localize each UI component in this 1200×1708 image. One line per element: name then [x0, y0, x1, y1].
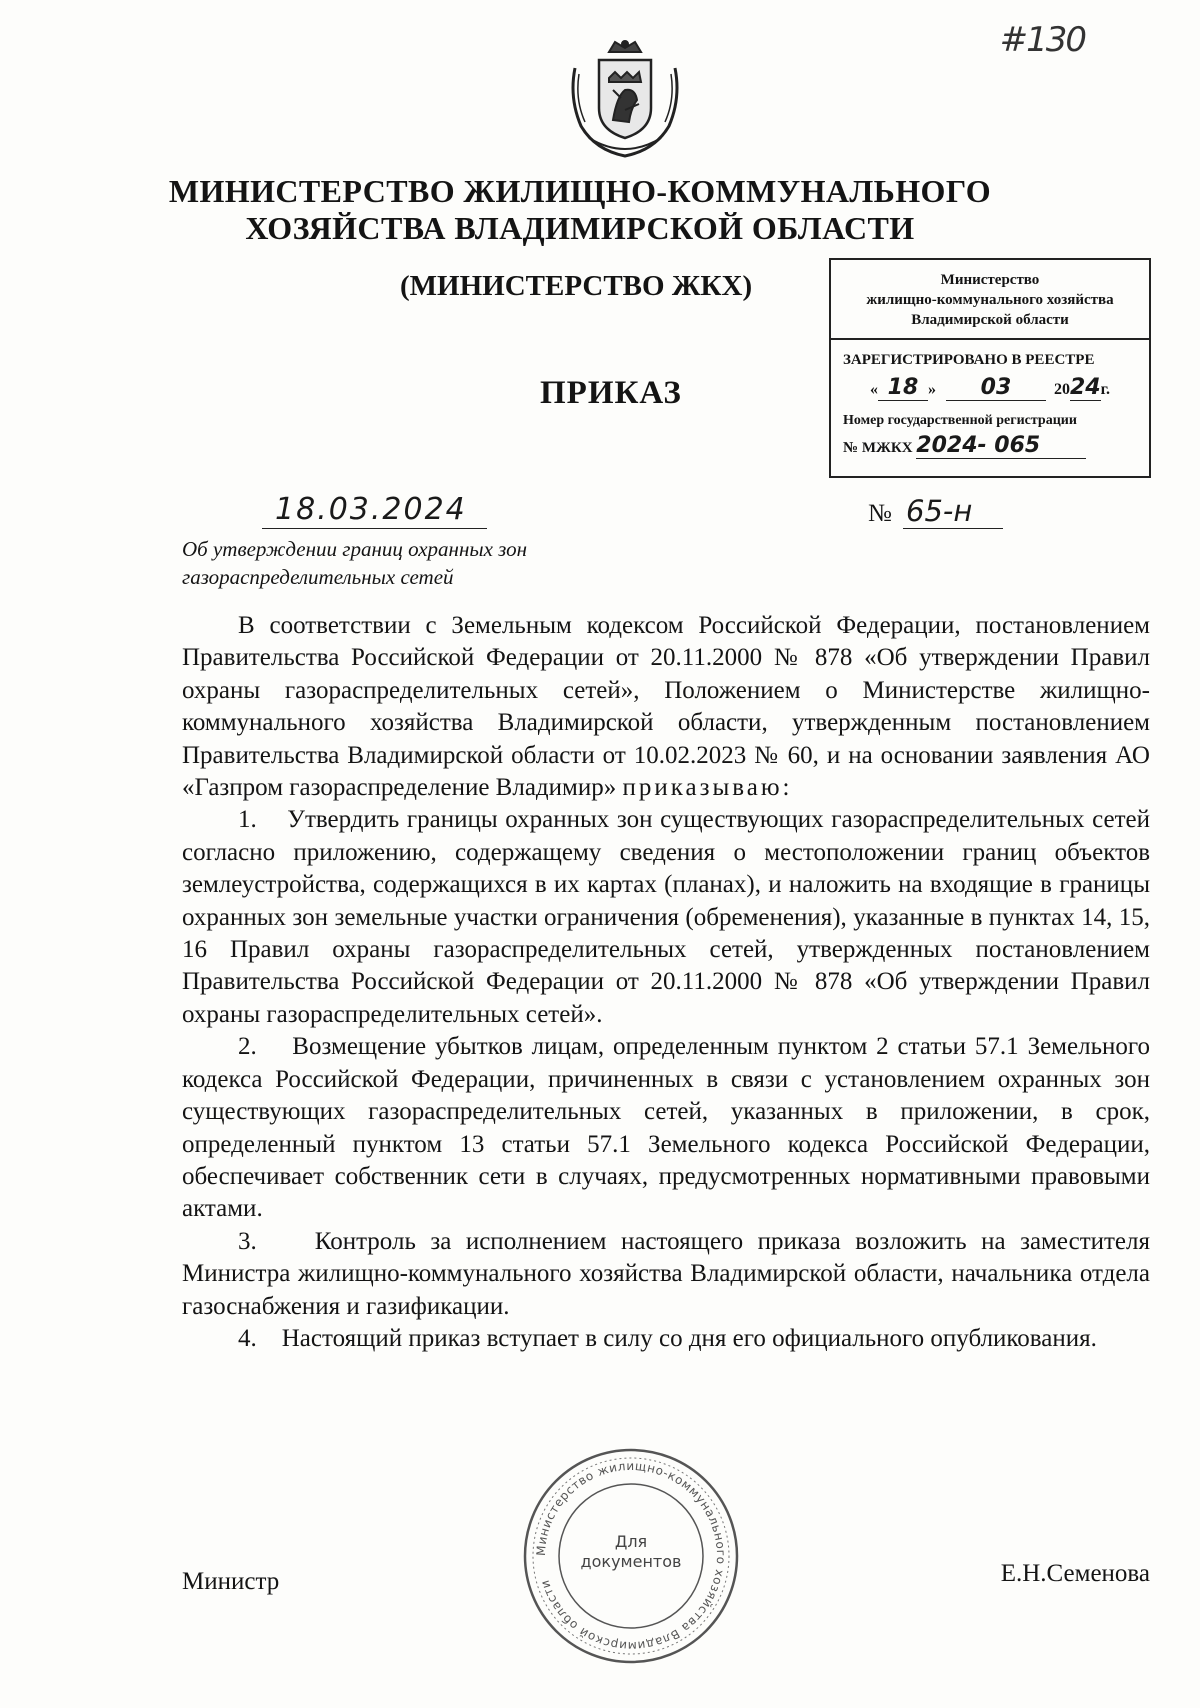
- registry-reg-prefix: № МЖКХ: [843, 440, 913, 456]
- registry-date-row: « 18 » 03 2024г.: [869, 375, 1111, 400]
- seal-center-line1: Для: [614, 1532, 648, 1551]
- order-body: [182, 610, 1150, 1355]
- signatory-position: Министр: [182, 1568, 280, 1595]
- signatory-name: Е.Н.Семенова: [1000, 1560, 1150, 1587]
- registry-stamp: [829, 258, 1151, 478]
- body-intro: В соответствии с Земельным кодексом Российской Федерации, постановлением Правительства Российской Федерации от 20.11.2000 № 878 «Об утверждении Правил охраны газораспределительных сетей», Положением о Министерстве жилищно-коммунального хозяйства Владимирской области, утвержденным постановлением Правительства Владимирской области от 10.02.2023 № 60, и на основании заявления АО «Газпром газораспределение Владимир» приказываю:: [182, 612, 1150, 802]
- registry-year-unit: г.: [1100, 381, 1111, 398]
- official-seal: [520, 1445, 742, 1667]
- handwritten-corner-mark: #130: [999, 20, 1085, 60]
- registry-day: 18: [878, 375, 928, 401]
- order-subject: [182, 535, 682, 591]
- registry-month: 03: [946, 375, 1046, 401]
- seal-ring-text: Министерство жилищно-коммунального хозяйства Владимирской области: [533, 1458, 729, 1654]
- registry-registered-label: ЗАРЕГИСТРИРОВАНО В РЕЕСТРЕ: [843, 352, 1095, 368]
- registry-stamp-header: [831, 260, 1149, 340]
- order-number-underline: [903, 528, 1003, 529]
- order-subject-line1: Об утверждении границ охранных зон: [182, 537, 528, 561]
- order-number: 65-н: [906, 494, 973, 528]
- body-item-3: 3. Контроль за исполнением настоящего приказа возложить на заместителя Министра жилищно-коммунального хозяйства Владимирской области, начальника отдела газоснабжения и газификации.: [182, 1227, 1150, 1320]
- seal-center-line2: документов: [580, 1552, 682, 1571]
- ministry-title-line1: МИНИСТЕРСТВО ЖИЛИЩНО-КОММУНАЛЬНОГО: [168, 173, 992, 209]
- body-item-4: 4. Настоящий приказ вступает в силу со дня его официального опубликования.: [238, 1324, 1097, 1352]
- registry-year-prefix: 20: [1053, 381, 1070, 398]
- body-item-2: 2. Возмещение убытков лицам, определенным пунктом 2 статьи 57.1 Земельного кодекса Российской Федерации, причиненных в связи с установлением охранных зон существующих газораспределительных сетей, указанных в приложении, в срок, определенный пунктом 13 статьи 57.1 Земельного кодекса Российской Федерации, обеспечивает собственник сети в случаях, предусмотренных нормативными правовыми актами.: [182, 1033, 1150, 1223]
- order-number-label: №: [868, 500, 892, 527]
- body-intro-keyword: приказываю:: [622, 774, 793, 802]
- ministry-subtitle: (МИНИСТЕРСТВО ЖКХ): [400, 270, 753, 302]
- document-type: ПРИКАЗ: [540, 375, 682, 411]
- order-subject-line2: газораспределительных сетей: [182, 565, 454, 589]
- registry-stamp-line1: Министерство: [940, 272, 1040, 288]
- order-date-underline: [262, 528, 487, 529]
- registry-stamp-line2: жилищно-коммунального хозяйства: [866, 292, 1114, 308]
- registry-stamp-line3: Владимирской области: [911, 312, 1069, 328]
- registry-reg-number-row: [831, 433, 1149, 459]
- coat-of-arms-emblem: [565, 38, 685, 160]
- registry-reg-number: 2024- 065: [916, 433, 1086, 459]
- registry-year-suffix: 24: [1069, 375, 1101, 400]
- ministry-title-line2: ХОЗЯЙСТВА ВЛАДИМИРСКОЙ ОБЛАСТИ: [245, 210, 915, 246]
- registry-reg-number-label: Номер государственной регистрации: [843, 413, 1077, 428]
- body-item-1: 1. Утвердить границы охранных зон существующих газораспределительных сетей согласно приложению, содержащему сведения о местоположении границ объектов землеустройства, содержащихся в их картах (планах), и наложить на входящие в границы охранных зон земельные участки ограничения (обременения), указанные в пунктах 14, 15, 16 Правил охраны газораспределительных сетей, утвержденных постановлением Правительства Российской Федерации от 20.11.2000 № 878 «Об утверждении Правил охраны газораспределительных сетей».: [182, 806, 1150, 1028]
- order-date: 18.03.2024: [275, 492, 467, 527]
